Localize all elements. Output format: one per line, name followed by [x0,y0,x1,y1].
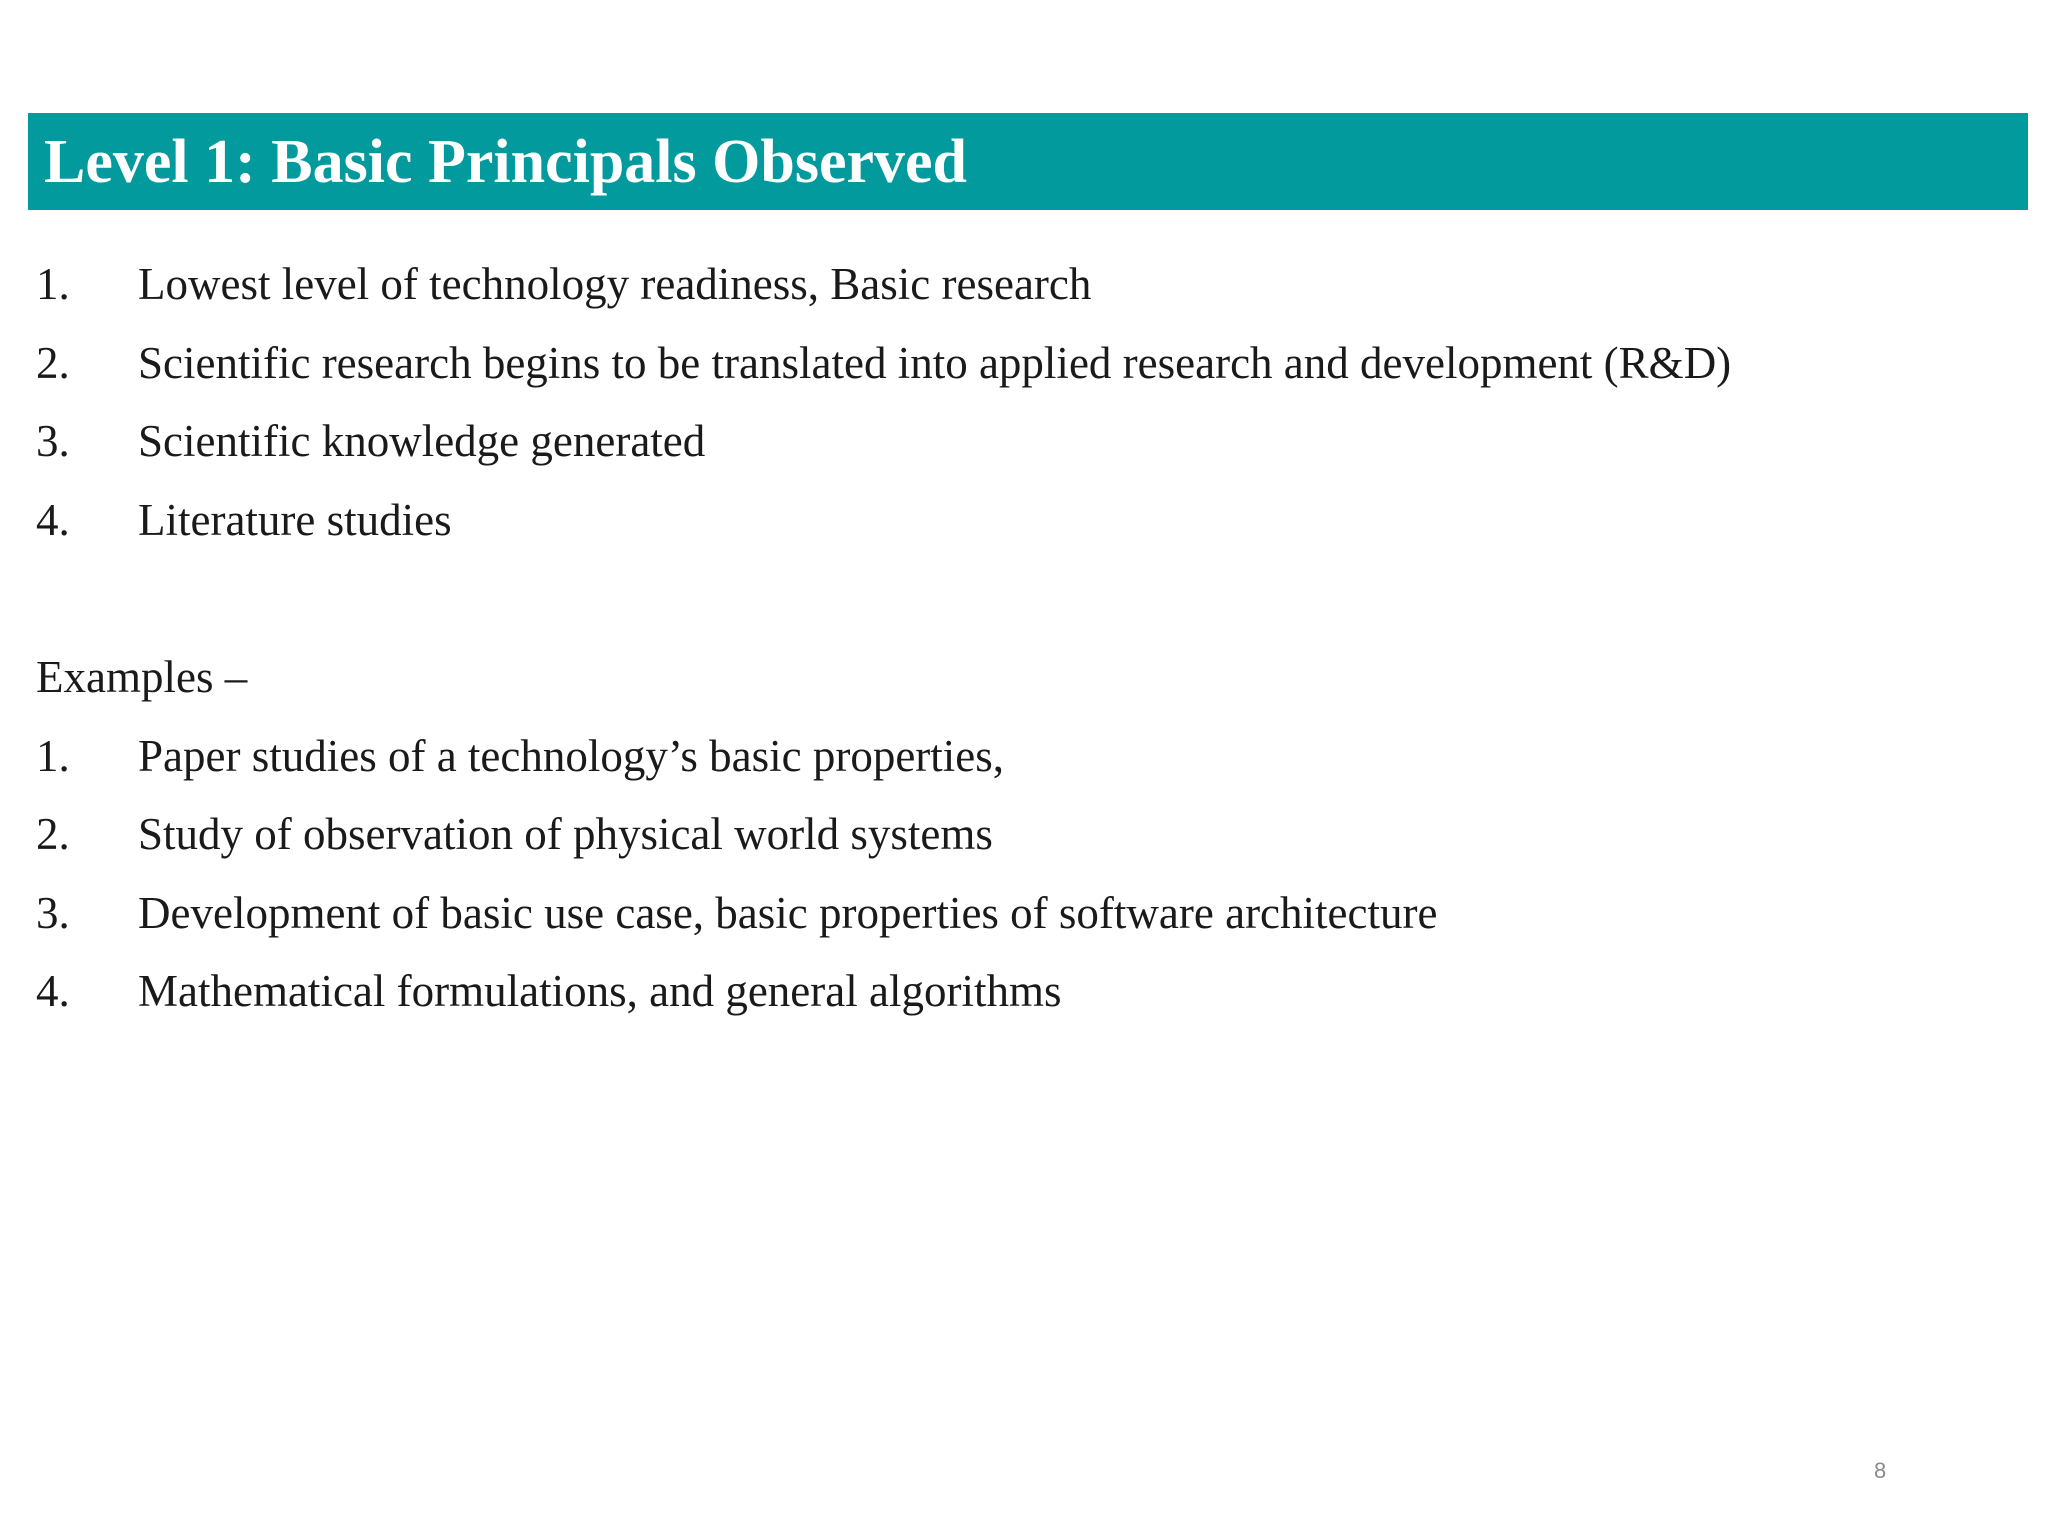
section-spacer [36,559,2016,638]
list-item [36,795,2016,874]
list-item-number: 3. [36,887,70,938]
list-item-number: 1. [36,259,70,309]
list-item-text: Paper studies of a technology’s basic properties, [138,730,1005,781]
list-item-number: 4. [36,494,70,545]
list-item-number: 2. [36,809,70,859]
list-item [36,245,2016,324]
list-item-text: Study of observation of physical world systems [138,809,993,859]
slide-content [36,245,2016,1031]
title-bar [28,113,2028,210]
list-item-text: Lowest level of technology readiness, Basic research [138,259,1092,309]
list-item [36,324,2016,403]
list-item-number: 4. [36,966,70,1016]
criteria-list [36,245,2016,559]
examples-heading: Examples – [36,652,248,702]
list-item [36,717,2016,796]
list-item-text: Literature studies [138,494,452,545]
list-item-text: Development of basic use case, basic properties of software architecture [138,887,1438,938]
list-item [36,952,2016,1031]
list-item-number: 1. [36,730,70,781]
list-item-text: Scientific knowledge generated [138,416,706,466]
page-number: 8 [1874,1458,1887,1483]
slide-title: Level 1: Basic Principals Observed [44,127,968,196]
list-item-text: Scientific research begins to be translated into applied research and development (R&D) [138,337,1732,388]
examples-list [36,717,2016,1031]
list-item [36,481,2016,560]
list-item [36,874,2016,953]
list-item [36,402,2016,481]
list-item-number: 2. [36,337,70,388]
list-item-number: 3. [36,416,70,466]
list-item-text: Mathematical formulations, and general algorithms [138,966,1062,1016]
